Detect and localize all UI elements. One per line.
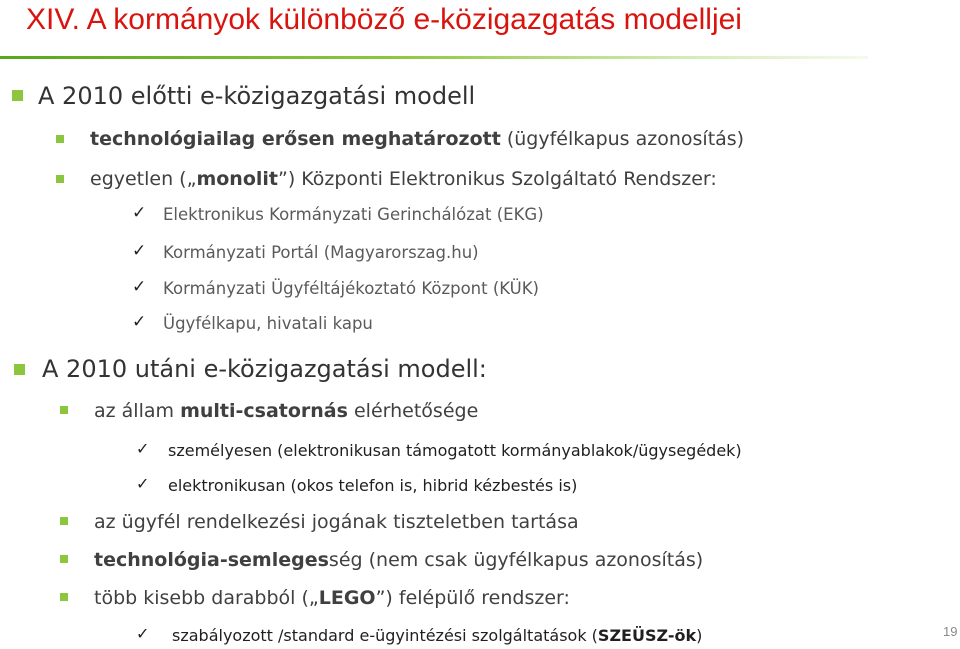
title-underline (0, 56, 868, 59)
check-pre-text: szabályozott /standard e-ügyintézési szolgáltatások ( (172, 626, 598, 645)
check-item-ugyfelkapu: Ügyfélkapu, hivatali kapu (163, 314, 373, 333)
bullet-bold-text: monolit (196, 168, 278, 190)
checkmark-icon: ✓ (132, 241, 147, 261)
bullet-bold-text: LEGO (318, 587, 376, 609)
check-rest-text: ) (696, 626, 703, 645)
section-heading-pre-2010: A 2010 előtti e-közigazgatási modell (38, 82, 476, 110)
bullet-rest-text: ”) Központi Elektronikus Szolgáltató Rendszer: (278, 168, 717, 190)
page-number: 19 (943, 624, 958, 639)
bullet-lego-system (94, 587, 570, 609)
bullet-rest-text: elérhetősége (347, 400, 479, 422)
check-item-szeusz (172, 626, 702, 645)
square-bullet-icon (56, 175, 64, 183)
slide-title: XIV. A kormányok különböző e-közigazgatás modelljei (26, 3, 742, 36)
square-bullet-icon (60, 555, 68, 563)
check-item-ekg: Elektronikus Kormányzati Gerinchálózat (EKG) (163, 205, 544, 224)
bullet-bold-text: multi-csatornás (180, 400, 348, 422)
square-bullet-icon (12, 90, 23, 101)
square-bullet-icon (60, 593, 68, 601)
bullet-multichannel (94, 400, 478, 422)
checkmark-icon: ✓ (132, 312, 147, 332)
bullet-bold-text: technológia-semleges (94, 549, 329, 571)
bullet-pre-text: több kisebb darabból („ (94, 587, 319, 609)
square-bullet-icon (14, 364, 25, 375)
checkmark-icon: ✓ (136, 439, 150, 458)
bullet-pre-text: egyetlen („ (90, 168, 197, 190)
square-bullet-icon (56, 135, 64, 143)
check-item-electronic: elektronikusan (okos telefon is, hibrid kézbestés is) (168, 476, 578, 495)
check-item-personal: személyesen (elektronikusan támogatott kormányablakok/ügysegédek) (168, 441, 742, 460)
check-item-kuk: Kormányzati Ügyféltájékoztató Központ (KÜK) (163, 279, 539, 298)
check-item-portal: Kormányzati Portál (Magyarorszag.hu) (163, 243, 479, 262)
bullet-technology-neutral (94, 549, 703, 571)
square-bullet-icon (60, 406, 68, 414)
bullet-monolith-system (90, 168, 717, 190)
check-bold-text: SZEÜSZ-ök (597, 626, 697, 645)
bullet-rest-text: ség (nem csak ügyfélkapus azonosítás) (328, 549, 704, 571)
bullet-client-rights: az ügyfél rendelkezési jogának tiszteletben tartása (94, 511, 579, 533)
section-heading-post-2010: A 2010 utáni e-közigazgatási modell: (42, 355, 487, 383)
bullet-pre-text: az állam (94, 400, 181, 422)
checkmark-icon: ✓ (136, 624, 150, 643)
bullet-rest-text: ”) felépülő rendszer: (375, 587, 570, 609)
square-bullet-icon (60, 517, 68, 525)
bullet-bold-text: technológiailag erősen meghatározott (90, 128, 501, 150)
bullet-rest-text: (ügyfélkapus azonosítás) (500, 128, 745, 150)
checkmark-icon: ✓ (136, 474, 150, 493)
checkmark-icon: ✓ (132, 203, 147, 223)
bullet-technology-determined (90, 128, 744, 150)
checkmark-icon: ✓ (132, 277, 147, 297)
